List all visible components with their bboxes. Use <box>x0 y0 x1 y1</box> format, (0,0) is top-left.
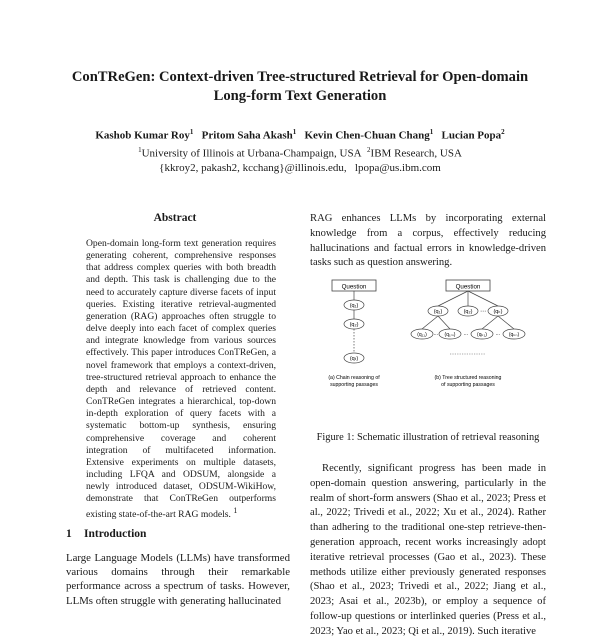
affiliation-1: University of Illinois at Urbana-Champaign, USA <box>141 147 362 160</box>
tree-caption-line-1: (b) Tree structured reasoning <box>434 375 502 381</box>
tree-node-q1m-label: (q₁ₘ) <box>444 332 456 338</box>
abstract-heading: Abstract <box>153 212 197 224</box>
tree-diagram <box>411 280 525 388</box>
paper-title <box>30 68 570 106</box>
tree-node-q11-label: (q₁₁) <box>417 332 427 338</box>
tree-dots-middle: ⋯ <box>463 332 469 338</box>
tree-node-q1-label: (q₁) <box>433 309 443 315</box>
left-column <box>66 212 284 531</box>
tree-dots-left: ⋯ <box>433 332 439 338</box>
chain-caption-line-2: supporting passages <box>330 382 378 388</box>
figure-1-diagram <box>310 272 546 412</box>
tree-node-qkn-label: (qₖₙ) <box>508 332 520 338</box>
footnote-mark: 1 <box>233 506 238 516</box>
right-column-body-paragraph <box>310 462 546 640</box>
author-4-sup: 2 <box>501 128 505 136</box>
affiliation-2: IBM Research, USA <box>370 147 462 160</box>
abstract-text: Open-domain long-form text generation requires generating coherent, comprehensive responses that address complex queries with both breadth and depth. This task is challenging due to the need to accurately capture diverse facets of input queries. Existing iterative retrieval-augmented generation (RAG) approaches often struggle to delve deeply into each facet of complex queries and integrate knowledge from various sources effectively. This paper introduces ConTReGen, a novel framework that employs a context-driven, tree-structured retrieval approach to enhance the depth and relevance of retrieved content. ConTReGen integrates a hierarchical, top-down in-depth exploration of query facets with a systematic bottom-up synthesis, ensuring comprehensive coverage and coherent integration of multifaceted information. Extensive experiments on multiple datasets, including LFQA and ODSUM, alongside a newly introduced dataset, ODSUM-WikiHow, demonstrate that ConTReGen outperforms existing state-of-the-art RAG models. <box>86 238 276 521</box>
tree-node-qk-label: (qₖ) <box>493 309 503 315</box>
aff-2-sup: 2 <box>367 146 371 155</box>
author-names <box>30 125 570 143</box>
tree-edge <box>438 291 468 306</box>
author-1: Kashob Kumar Roy <box>95 129 190 142</box>
right-column-opening-paragraph: RAG enhances LLMs by incorporating external knowledge from a corpus, effectively reducing hallucinations and factual errors in knowledge-driven tasks such as question answering. <box>310 213 546 269</box>
chain-caption-line-1: (a) Chain reasoning of <box>328 375 380 381</box>
chain-question-label: Question <box>341 283 367 291</box>
chain-node-qt-label: (qₜ) <box>349 356 359 362</box>
right-column <box>310 212 546 271</box>
author-2: Pritom Saha Akash <box>201 129 293 142</box>
author-1-sup: 1 <box>189 128 194 136</box>
chain-node-q2-label: (q₂) <box>349 322 359 328</box>
tree-edge <box>498 316 514 329</box>
author-3-sup: 1 <box>429 128 434 136</box>
tree-dots-right: ⋯ <box>495 332 501 338</box>
title-line-2: Long-form Text Generation <box>213 88 387 104</box>
tree-question-label: Question <box>455 283 481 291</box>
affiliations <box>30 143 570 161</box>
section-number: 1 <box>66 528 72 540</box>
tree-node-q2-label: (q₂) <box>463 309 473 315</box>
tree-edge <box>438 316 450 329</box>
tree-dots-level-1: ⋯ <box>480 309 486 315</box>
title-line-1: ConTReGen: Context-driven Tree-structured Retrieval for Open-domain <box>71 69 529 85</box>
tree-edge <box>468 291 498 306</box>
author-4: Lucian Popa <box>441 129 502 142</box>
email-ibm: lpopa@us.ibm.com <box>354 162 441 175</box>
aff-1-sup: 1 <box>138 146 142 155</box>
section-heading-introduction <box>66 528 146 540</box>
figure-1-caption: Figure 1: Schematic illustration of retrieval reasoning <box>316 432 540 443</box>
tree-node-qk1-label: (qₖ₁) <box>477 332 487 338</box>
tree-edge <box>482 316 498 329</box>
tree-edge <box>422 316 438 329</box>
tree-caption-line-2: of supporting passages <box>441 382 495 388</box>
author-block <box>30 125 570 176</box>
emails <box>30 161 570 176</box>
chain-diagram <box>328 280 380 388</box>
introduction-paragraph: Large Language Models (LLMs) have transformed various domains through their remarkable performance across a spectrum of tasks. However, LLMs often struggle with generating hallucinated <box>66 552 290 607</box>
section-title: Introduction <box>84 528 147 540</box>
abstract-body <box>86 238 276 522</box>
email-illinois: {kkroy2, pakash2, kcchang}@illinois.edu, <box>159 162 347 175</box>
author-2-sup: 1 <box>292 128 297 136</box>
right-body-text: Recently, significant progress has been made in open-domain question answering, particularly in the realm of short-form answers (Shao et al., 2023; Press et al., 2022; Trivedi et al., 2022; Xu et al., 2024). Rather than adhering to the traditional one-step retrieve-then-generation approach, recent works increasingly adopt iterative retrieval processes (Gao et al., 2023). These methods utilize either previously generated responses (Shao et al., 2023; Trivedi et al., 2022; Jiang et al., 2023; Asai et al., 2023b), or employ a sequence of follow-up questions or interlinked queries (Press et al., 2023; Yao et al., 2023; Qi et al., 2019). Such iterative <box>310 463 546 637</box>
author-3: Kevin Chen-Chuan Chang <box>304 129 430 142</box>
chain-node-q1-label: (q₁) <box>349 303 359 309</box>
